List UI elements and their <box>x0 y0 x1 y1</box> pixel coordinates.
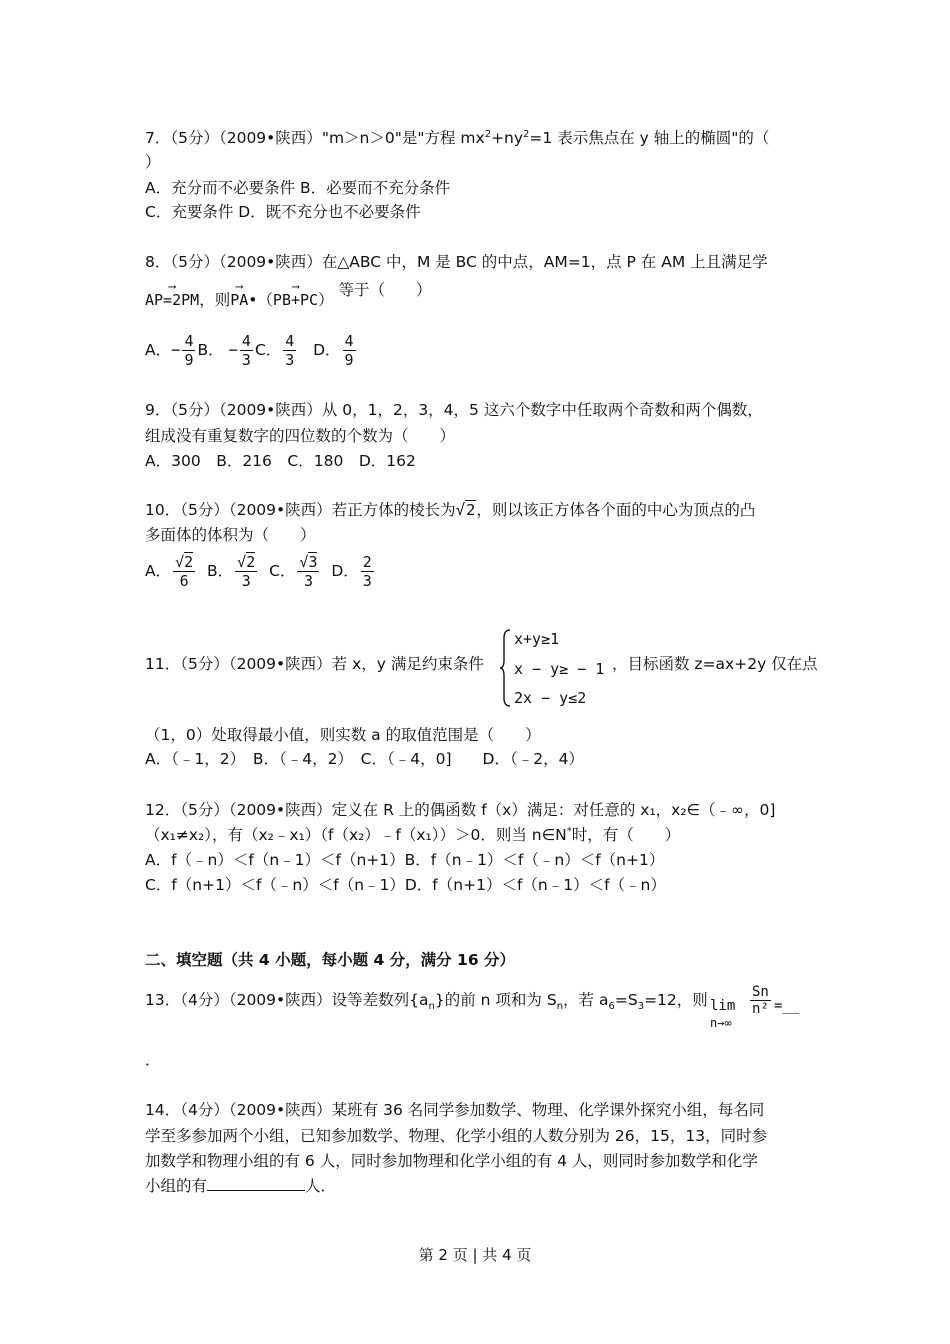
q14-line4 <box>145 1176 336 1196</box>
q12-text-b: 时，有（ ） <box>571 826 681 844</box>
q10-text-b: ，则以该正方体各个面的中心为顶点的凸 <box>476 501 756 519</box>
q14-line3: 加数学和物理小组的有 6 人，同时参加物理和化学小组的有 4 人，则同时参加数学和化学 <box>145 1152 758 1170</box>
q10-option-a-fraction <box>173 553 195 590</box>
q8-option-c-label: C． <box>254 341 282 359</box>
q10-b-den: 3 <box>241 572 251 590</box>
q8-a-num: 4 <box>184 332 194 350</box>
q8-option-a-label: A． <box>145 341 172 359</box>
q13-text-a: 13．（4分）（2009•陕西）设等差数列{a <box>145 991 429 1009</box>
q8-option-a-fraction <box>182 332 195 369</box>
q10-sqrt: √2 <box>455 501 476 519</box>
q7-text-c: =1 表示焦点在 y 轴上的椭圆"的（ <box>529 129 770 147</box>
q10-b-num: √2 <box>237 553 256 571</box>
q10-option-b-fraction <box>235 553 257 590</box>
q13-lim-den: n² <box>752 1001 769 1017</box>
q7-text-a: 7．（5分）（2009•陕西）"m＞n＞0"是"方程 mx <box>145 129 485 147</box>
q14-text-b: 人． <box>305 1177 337 1195</box>
q7-sup1: 2 <box>484 128 492 140</box>
q12-line1: 12．（5分）（2009•陕西）定义在 R 上的偶函数 f（x）满足：对任意的 x₁，x₂∈（﹣∞，0] <box>145 801 776 819</box>
q8-equals: 等于（ ） <box>338 281 432 299</box>
q8-then: ，则 <box>199 291 231 309</box>
q10-options <box>145 551 376 591</box>
q10-c-rad: 3 <box>308 553 318 571</box>
q9-line2: 组成没有重复数字的四位数的个数为（ ） <box>145 427 456 445</box>
q10-text-a: 10．（5分）（2009•陕西）若正方体的棱长为 <box>145 501 456 519</box>
q10-a-rad: 2 <box>184 553 194 571</box>
q11-options: A．（﹣1，2） B．（﹣4，2） C．（﹣4，0] D．（﹣2，4） <box>145 750 584 768</box>
left-brace-icon <box>500 628 512 708</box>
q8-option-b-fraction <box>240 332 253 369</box>
q14-text-a: 小组的有 <box>145 1177 208 1195</box>
q8-option-d-fraction <box>343 332 356 369</box>
q10-a-num: √2 <box>175 553 194 571</box>
q10-option-b-label: B． <box>207 562 234 580</box>
q10-option-c-label: C． <box>269 562 296 580</box>
q11-line2: （1，0）处取得最小值，则实数 a 的取值范围是（ ） <box>145 726 541 744</box>
q11-constraint-3: 2x − y≤2 <box>514 689 587 707</box>
q13-lim-word: lim <box>710 998 736 1014</box>
q13-sub-n: n <box>428 1001 435 1013</box>
q7-sup2: 2 <box>523 128 530 140</box>
q10-c-den: 3 <box>303 572 313 590</box>
q10-option-c-fraction <box>297 553 319 590</box>
q8-line1: 8．（5分）（2009•陕西）在△ABC 中，M 是 BC 的中点，AM=1，点 P 在 AM 上且满足学 <box>145 253 768 271</box>
q13-line2: ． <box>145 1051 161 1069</box>
q8-options <box>145 330 358 370</box>
q14-line1: 14．（4分）（2009•陕西）某班有 36 名同学参加数学、物理、化学课外探究小组，每名同 <box>145 1101 765 1119</box>
q8-c-num: 4 <box>285 332 295 350</box>
q8-option-b-label: B． <box>197 341 224 359</box>
q11-constraint-2: x − y≥ − 1 <box>514 660 605 678</box>
q12-options-ab: A．f（﹣n）＜f（n﹣1）＜f（n+1）B．f（n﹣1）＜f（﹣n）＜f（n+1） <box>145 851 665 869</box>
q8-c-den: 3 <box>285 351 295 369</box>
q10-option-d-fraction <box>361 553 374 590</box>
q8-vector-ap-pm: ⟶ AP=2PM <box>145 290 199 310</box>
q8-b-den: 3 <box>241 351 251 369</box>
q11-line1-b: ，目标函数 z=ax+2y 仅在点 <box>612 655 818 673</box>
q7-line2: ） <box>145 153 161 171</box>
q12-options-cd: C．f（n+1）＜f（﹣n）＜f（n﹣1）D．f（n+1）＜f（n﹣1）＜f（﹣n） <box>145 876 666 894</box>
q13-sub-3: 3 <box>637 1001 645 1013</box>
q8-line2 <box>145 281 432 310</box>
q7-options-ab: A．充分而不必要条件 B．必要而不充分条件 <box>145 179 451 197</box>
q13-sub-n2: n <box>556 1001 564 1013</box>
q14-answer-blank <box>207 1176 305 1191</box>
q10-line1 <box>145 500 755 520</box>
q13-lim-num: Sn <box>752 984 769 1000</box>
q14-line2: 学至多参加两个小组，已知参加数学、物理、化学小组的人数分别为 26，15，13，同时参 <box>145 1127 768 1145</box>
q8-d-den: 9 <box>344 351 354 369</box>
q8-close: ） <box>318 291 334 309</box>
q7-options-cd: C．充要条件 D．既不充分也不必要条件 <box>145 203 421 221</box>
q10-d-den: 3 <box>362 572 372 590</box>
q10-line2: 多面体的体积为（ ） <box>145 526 316 544</box>
q13-text-e: =12，则 <box>644 991 708 1009</box>
q11-constraint-1: x+y≥1 <box>514 630 560 648</box>
q8-vector-pb-pc: ⟶ PB+PC <box>273 290 318 310</box>
q8-option-a-sign: − <box>171 341 181 359</box>
q9-line1: 9．（5分）（2009•陕西）从 0，1，2，3，4，5 这六个数字中任取两个奇数和两个偶数， <box>145 401 763 419</box>
q10-b-rad: 2 <box>246 553 256 571</box>
q10-radicand: 2 <box>466 501 476 519</box>
q7-text-b: +ny <box>491 129 524 147</box>
q8-b-num: 4 <box>241 332 251 350</box>
page-footer: 第 2 页 | 共 4 页 <box>418 1246 532 1264</box>
q8-option-c-fraction <box>283 332 296 369</box>
q11-line1-a: 11．（5分）（2009•陕西）若 x，y 满足约束条件 <box>145 655 484 673</box>
q12-line2 <box>145 825 680 845</box>
q8-option-b-sign: − <box>228 341 238 359</box>
q8-option-d-label: D． <box>313 341 341 359</box>
q8-a-den: 9 <box>184 351 194 369</box>
q12-text-a: （x₁≠x₂），有（x₂﹣x₁）（f（x₂）﹣f（x₁））＞0．则当 n∈N <box>145 826 567 844</box>
q13-lim-eq: =__ <box>774 998 800 1014</box>
q10-d-num: 2 <box>362 553 372 571</box>
q7-line1 <box>145 128 769 148</box>
q10-a-den: 6 <box>179 572 189 590</box>
q13-lim-fraction <box>750 984 771 1017</box>
q8-dot: •（ <box>248 291 273 309</box>
q13-text-b: }的前 n 项和为 S <box>434 991 557 1009</box>
q13-sub-6: 6 <box>608 1001 615 1013</box>
q9-options: A．300 B．216 C．180 D．162 <box>145 452 416 470</box>
q12-sup: * <box>566 825 572 837</box>
q13-line1 <box>145 990 708 1013</box>
q10-option-d-label: D． <box>331 562 359 580</box>
q13-text-c: ，若 a <box>563 991 609 1009</box>
q10-c-num: √3 <box>299 553 318 571</box>
q13-text-d: =S <box>614 991 638 1009</box>
q10-option-a-label: A． <box>145 562 172 580</box>
section-title-fill-in: 二、填空题（共 4 小题，每小题 4 分，满分 16 分） <box>145 951 516 969</box>
q8-d-num: 4 <box>344 332 354 350</box>
q13-lim-sub: n→∞ <box>710 1016 732 1030</box>
q8-vector-pa: ⟶ PA <box>230 290 248 310</box>
